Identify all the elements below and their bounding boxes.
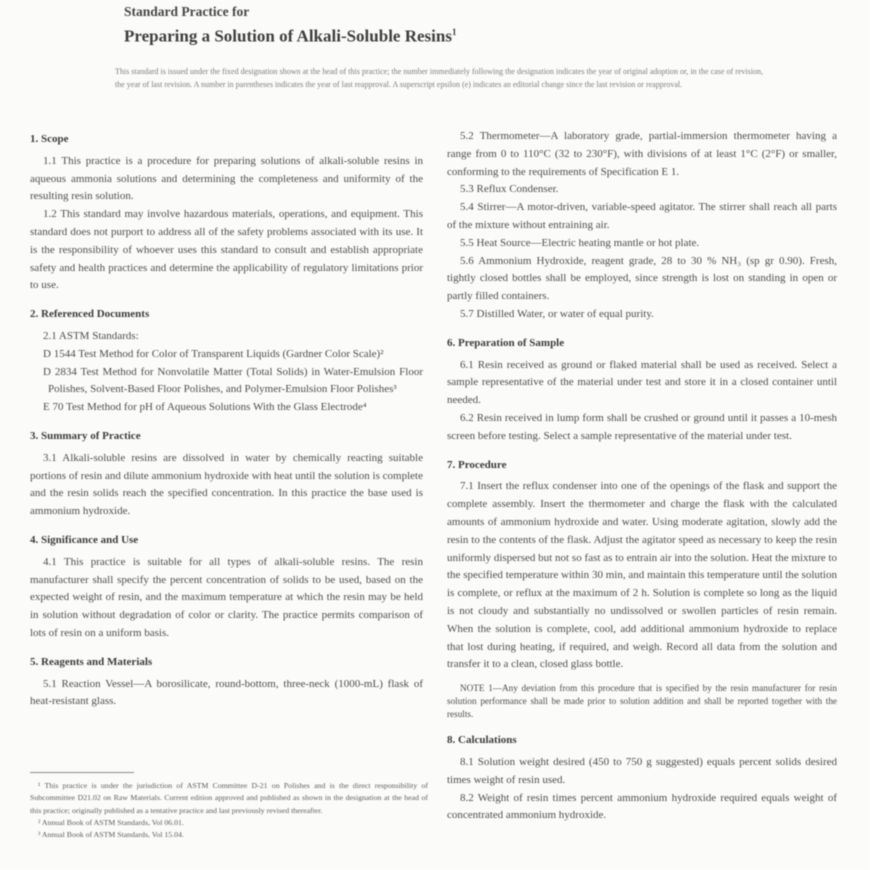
body-column-left: [30, 128, 423, 711]
paragraph-5-3: 5.3 Reflux Condenser.: [460, 183, 559, 196]
paragraph-1-1: 1.1 This practice is a procedure for preparing solutions of alkali-soluble resins in aqueous ammonia solutions and determining the completeness and uniformity of the resulting resin solution.: [30, 154, 423, 203]
paragraph-6-1: 6.1 Resin received as ground or flaked material shall be used as received. Select a sample representative of the material under test and store it in a closed container until needed.: [447, 358, 837, 407]
footnote-1: ¹ This practice is under the jurisdiction of ASTM Committee D-21 on Polishes and is the direct responsibility of Subcommittee D21.02 on Raw Materials. Current edition approved and published as shown in the designation at the head of this practice; originally published as a tentative practice and last previously revised thereafter.: [30, 781, 428, 815]
document-title-text: Preparing a Solution of Alkali-Soluble Resins: [124, 26, 452, 46]
paragraph-8-2: 8.2 Weight of resin times percent ammonium hydroxide required equals weight of concentrated ammonium hydroxide.: [447, 791, 837, 822]
paragraph-5-5: 5.5 Heat Source—Electric heating mantle or hot plate.: [460, 236, 700, 249]
reference-item: E 70 Test Method for pH of Aqueous Solutions With the Glass Electrode⁴: [43, 401, 367, 414]
note-1: NOTE 1—Any deviation from this procedure that is specified by the resin manufacturer for resin solution performance shall be made prior to solution addition and shall be reported together with the results.: [447, 683, 837, 720]
paragraph-2-1: 2.1 ASTM Standards:: [43, 329, 139, 342]
footnote-3: ³ Annual Book of ASTM Standards, Vol 15.04.: [38, 830, 184, 840]
paragraph-3-1: 3.1 Alkali-soluble resins are dissolved in water by chemically reacting suitable portions of resin and dilute ammonium hydroxide with heat until the solution is complete and the resin solids reach the specified concentration. In this practice the base used is ammonium hydroxide.: [30, 451, 423, 518]
paragraph-5-1: 5.1 Reaction Vessel—A borosilicate, round-bottom, three-neck (1000-mL) flask of heat-resistant glass.: [30, 677, 423, 708]
paragraph-5-6: 5.6 Ammonium Hydroxide, reagent grade, 28 to 30 % NH₃ (sp gr 0.90). Fresh, tightly closed bottles shall be employed, since strength is lost on standing in open or partly filled containers.: [447, 254, 837, 303]
standard-boilerplate-abstract: This standard is issued under the fixed designation shown at the head of this practice; the number immediately following the designation indicates the year of original adoption or, in the case of revision, the year of last revision. A number in parentheses indicates the year of last reapproval. A superscript epsilon (e) indicates an editorial change since the last revision or reapproval.: [115, 67, 763, 89]
paragraph-7-1: 7.1 Insert the reflux condenser into one of the openings of the flask and support the complete assembly. Insert the thermometer and charge the flask with the calculated amounts of ammonium hydroxide and water. Using moderate agitation, slowly add the resin to the contents of the flask. Adjust the agitator speed as necessary to keep the resin uniformly dispersed but not so fast as to entrain air into the solution. Heat the mixture to the specified temperature within 30 min, and maintain this temperature until the solution is complete, or reflux at the maximum of 2 h. Solution is complete so long as the liquid is not cloudy and substantially no undissolved or swollen particles of resin remain. When the solution is complete, cool, add additional ammonium hydroxide to replace that lost during heating, if required, and weigh. Record all data from the solution and transfer it to a clean, closed glass bottle.: [447, 480, 837, 671]
section-heading-significance-and-use: 4. Significance and Use: [30, 533, 139, 546]
section-heading-summary-of-practice: 3. Summary of Practice: [30, 429, 141, 442]
document-kind-label: Standard Practice for: [124, 4, 250, 19]
document-header: [124, 2, 784, 48]
paragraph-6-2: 6.2 Resin received in lump form shall be crushed or ground until it passes a 10-mesh screen before testing. Select a sample representative of the material under test.: [447, 411, 837, 442]
paragraph-5-7: 5.7 Distilled Water, or water of equal purity.: [460, 307, 654, 320]
body-column-right: [447, 128, 837, 870]
paragraph-8-1: 8.1 Solution weight desired (450 to 750 g suggested) equals percent solids desired times weight of resin used.: [447, 755, 837, 786]
footnote-2: ² Annual Book of ASTM Standards, Vol 06.01.: [38, 817, 184, 827]
section-heading-reagents-and-materials: 5. Reagents and Materials: [30, 655, 153, 668]
footnote-separator-rule: [30, 772, 134, 773]
paragraph-5-4: 5.4 Stirrer—A motor-driven, variable-speed agitator. The stirrer shall reach all parts of the mixture without entraining air.: [447, 201, 837, 231]
paragraph-1-2: 1.2 This standard may involve hazardous materials, operations, and equipment. This standard does not purport to address all of the safety problems associated with its use. It is the responsibility of whoever uses this standard to consult and establish appropriate safety and health practices and determine the applicability of regulatory limitations prior to use.: [30, 208, 423, 292]
paragraph-4-1: 4.1 This practice is suitable for all types of alkali-soluble resins. The resin manufacturer shall specify the percent concentration of solids to be used, based on the expected weight of resin, and the maximum temperature at which the resin may be held in solution without degradation of color or clarity. The practice permits comparison of lots of resin on a uniform basis.: [30, 555, 423, 639]
section-heading-preparation-of-sample: 6. Preparation of Sample: [447, 336, 565, 349]
title-footnote-marker: 1: [451, 27, 457, 37]
section-heading-scope: 1. Scope: [30, 133, 69, 145]
paragraph-5-2: 5.2 Thermometer—A laboratory grade, partial-immersion thermometer having a range from 0 to 110°C (32 to 230°F), with divisions of at least 1°C (2°F) or smaller, conforming to the requirements of Specification E 1.: [447, 130, 837, 178]
section-heading-procedure: 7. Procedure: [447, 458, 507, 471]
footnote-block: [30, 772, 428, 841]
section-heading-referenced-documents: 2. Referenced Documents: [30, 308, 150, 321]
reference-item: D 1544 Test Method for Color of Transparent Liquids (Gardner Color Scale)²: [43, 347, 384, 360]
section-heading-calculations: 8. Calculations: [447, 734, 517, 747]
reference-item: D 2834 Test Method for Nonvolatile Matter (Total Solids) in Water-Emulsion Floor Polishes, Solvent-Based Floor Polishes, and Polymer-Emulsion Floor Polishes³: [43, 365, 423, 396]
document-title: [124, 21, 784, 48]
referenced-standards-list: [30, 346, 423, 417]
